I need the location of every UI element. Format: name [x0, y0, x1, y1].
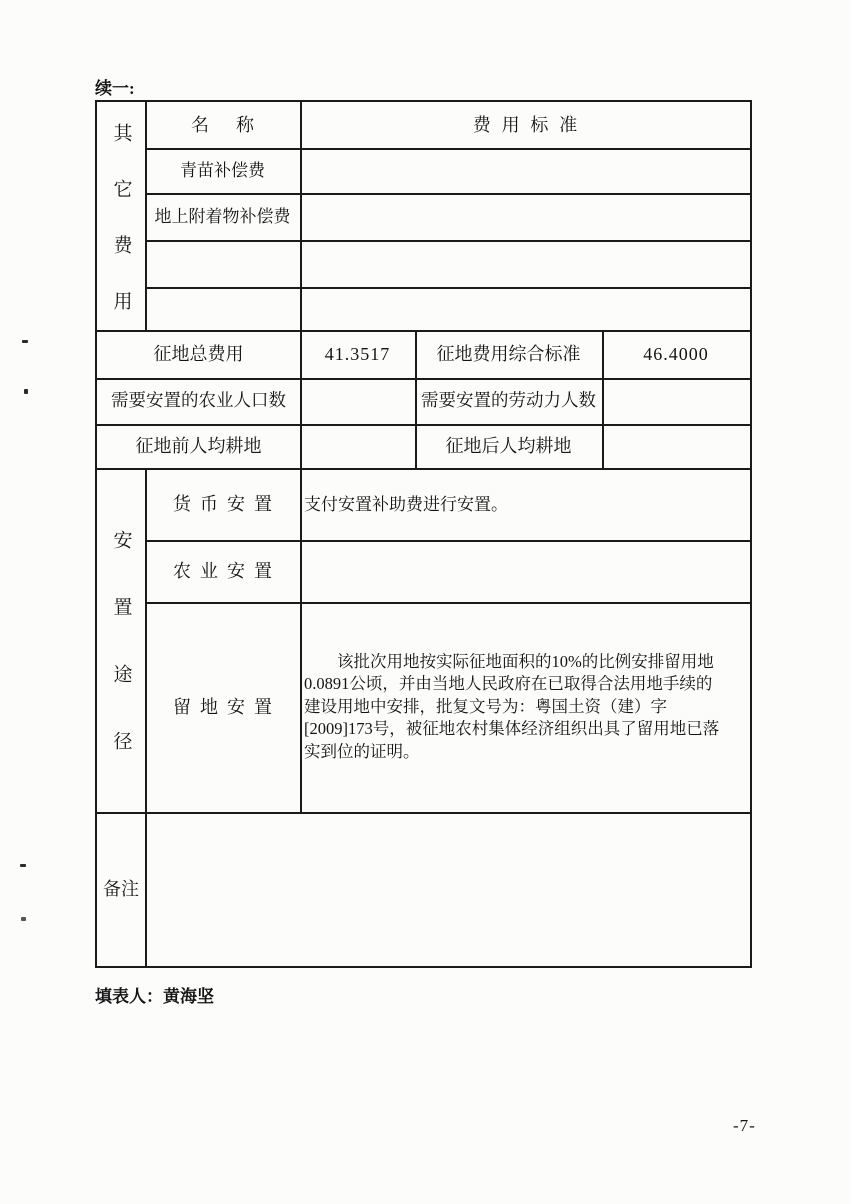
fee-row-standard: [300, 148, 750, 193]
remarks-label: 备注: [103, 879, 139, 899]
post-acquisition-land-label: 征地后人均耕地: [445, 436, 572, 456]
post-acquisition-land-label-cell: [415, 424, 602, 468]
fee-row-name: [145, 193, 300, 240]
fee-standard-header-cell: [300, 102, 750, 148]
fee-row-name-text: 地上附着物补偿费: [154, 207, 291, 226]
pre-acquisition-land-label: 征地前人均耕地: [135, 436, 262, 456]
fee-name-header-cell: [145, 102, 300, 148]
resettlement-section-label: 安置途径: [110, 530, 132, 798]
monetary-resettlement-label-cell: [145, 468, 300, 540]
total-cost-value-cell: [300, 330, 415, 378]
fee-name-header: 名称: [191, 115, 281, 135]
agricultural-resettlement-label: 农业安置: [173, 561, 281, 581]
remarks-text-cell: [145, 812, 756, 966]
land-retention-text-cell: [300, 602, 754, 812]
composite-standard-label: 征地费用综合标准: [436, 344, 581, 364]
labor-count-label: 需要安置的劳动力人数: [421, 390, 596, 411]
scan-speck: [24, 389, 28, 394]
fee-row-name: [145, 240, 300, 287]
other-fees-section-label: 其它费用: [110, 122, 132, 347]
fee-standard-header: 费用标准: [472, 115, 588, 135]
total-cost-label-cell: [97, 330, 300, 378]
pre-acquisition-land-label-cell: [97, 424, 300, 468]
land-acquisition-table: [95, 100, 752, 968]
labor-count-label-cell: [415, 378, 602, 424]
fee-row-name: [145, 287, 300, 330]
agri-population-label-cell: [97, 378, 300, 424]
other-fees-section-cell: [97, 102, 145, 347]
scan-speck: [22, 340, 28, 343]
monetary-resettlement-text-cell: [300, 468, 754, 540]
continuation-label: 续一:: [95, 79, 135, 98]
land-retention-text-line: [2009]173号，被征地农村集体经济组织出具了留用地已落: [304, 719, 720, 739]
form-filler-label: 填表人：: [95, 987, 163, 1006]
agri-population-value-cell: [300, 378, 415, 424]
composite-standard-value-cell: [602, 330, 750, 378]
composite-standard-value: 46.4000: [643, 344, 709, 364]
total-cost-value: 41.3517: [324, 344, 391, 364]
fee-row-standard: [300, 240, 750, 287]
land-retention-text-line: 建设用地中安排，批复文号为：粤国土资（建）字: [304, 696, 667, 716]
agricultural-resettlement-text-cell: [300, 540, 754, 602]
resettlement-section-cell: [97, 468, 145, 812]
fee-row-standard: [300, 193, 750, 240]
land-retention-text-line: 实到位的证明。: [304, 741, 420, 761]
agri-population-label: 需要安置的农业人口数: [111, 390, 286, 411]
remarks-label-cell: [97, 812, 145, 966]
fee-row-name: [145, 148, 300, 193]
monetary-resettlement-label: 货币安置: [173, 494, 281, 514]
fee-row-name-text: 青苗补偿费: [180, 161, 265, 180]
pre-acquisition-land-value-cell: [300, 424, 415, 468]
land-retention-label: 留地安置: [173, 697, 281, 717]
land-retention-label-cell: [145, 602, 300, 812]
fee-row-standard: [300, 287, 750, 330]
monetary-resettlement-text: 支付安置补助费进行安置。: [304, 494, 508, 514]
labor-count-value-cell: [602, 378, 750, 424]
land-retention-text-line: 0.0891公顷，并由当地人民政府在已取得合法用地手续的: [304, 674, 713, 694]
post-acquisition-land-value-cell: [602, 424, 750, 468]
page-number: -7-: [733, 1116, 756, 1135]
agricultural-resettlement-label-cell: [145, 540, 300, 602]
form-filler-name: 黄海坚: [163, 987, 214, 1006]
land-retention-text-line: 该批次用地按实际征地面积的10%的比例安排留用地: [337, 651, 714, 671]
form-filler-line: [95, 982, 214, 1007]
scan-speck: [20, 864, 26, 867]
total-cost-label: 征地总费用: [153, 344, 244, 364]
composite-standard-label-cell: [415, 330, 602, 378]
scan-speck: [21, 917, 26, 921]
